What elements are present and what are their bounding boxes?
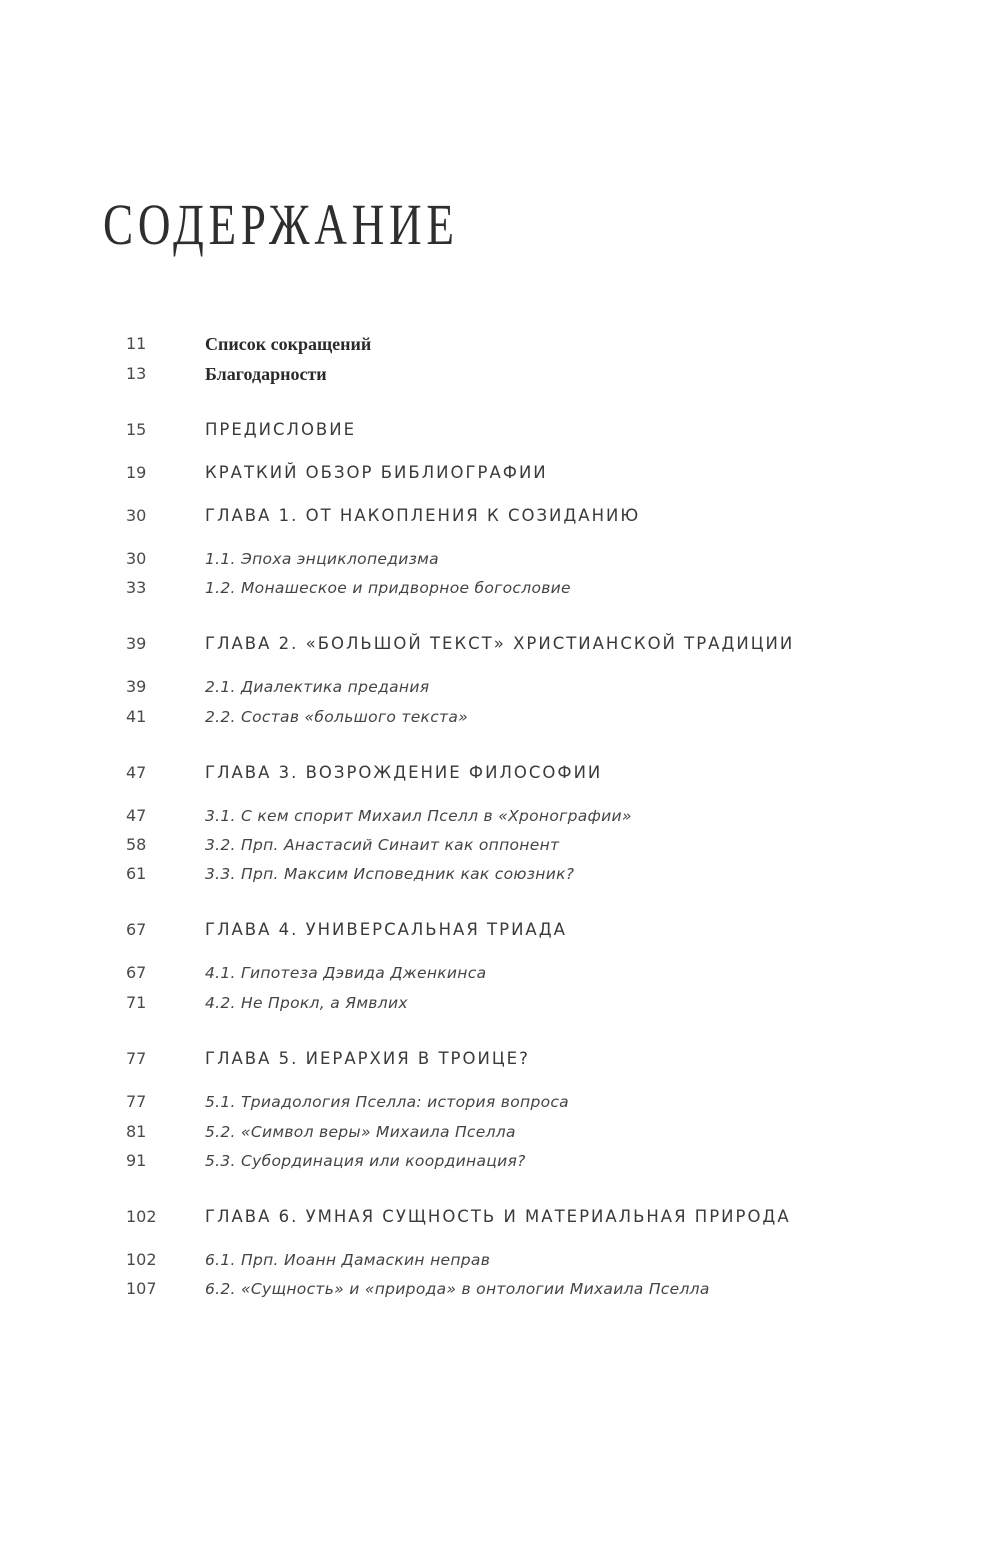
toc-label: Список сокращений bbox=[205, 334, 372, 354]
toc-entry bbox=[0, 917, 1000, 943]
toc-entry bbox=[0, 1119, 1000, 1145]
toc-page-number: 58 bbox=[126, 835, 147, 854]
toc-entry bbox=[0, 861, 1000, 887]
toc-entry bbox=[0, 704, 1000, 730]
toc-entry bbox=[0, 1276, 1000, 1302]
toc-entry bbox=[0, 417, 1000, 443]
toc-entry bbox=[0, 546, 1000, 572]
toc-label: 3.1. С кем спорит Михаил Пселл в «Хронографии» bbox=[205, 807, 632, 825]
toc-page-number: 47 bbox=[126, 806, 147, 825]
toc-page-number: 67 bbox=[126, 963, 147, 982]
toc-entry bbox=[0, 960, 1000, 986]
toc-label: 3.3. Прп. Максим Исповедник как союзник? bbox=[205, 865, 575, 883]
page-title: СОДЕРЖАНИЕ bbox=[103, 192, 459, 257]
toc-page-number: 30 bbox=[126, 549, 147, 568]
toc-label: 4.2. Не Прокл, а Ямвлих bbox=[205, 994, 408, 1012]
toc-page-number: 33 bbox=[126, 578, 147, 597]
toc-label: 4.1. Гипотеза Дэвида Дженкинса bbox=[205, 964, 487, 982]
toc-page-number: 91 bbox=[126, 1151, 147, 1170]
toc-entry bbox=[0, 990, 1000, 1016]
toc-entry bbox=[0, 631, 1000, 657]
toc-label: 6.1. Прп. Иоанн Дамаскин неправ bbox=[205, 1251, 491, 1269]
toc-label: 5.3. Субординация или координация? bbox=[205, 1152, 526, 1170]
toc-label: ГЛАВА 6. УМНАЯ СУЩНОСТЬ И МАТЕРИАЛЬНАЯ ПРИРОДА bbox=[205, 1207, 791, 1226]
toc-page-number: 30 bbox=[126, 506, 147, 525]
toc-page-number: 39 bbox=[126, 634, 147, 653]
toc-label: 5.2. «Символ веры» Михаила Пселла bbox=[205, 1123, 516, 1141]
toc-entry bbox=[0, 1089, 1000, 1115]
toc-page-number: 19 bbox=[126, 463, 147, 482]
toc-entry bbox=[0, 1247, 1000, 1273]
toc-page-number: 77 bbox=[126, 1092, 147, 1111]
toc-label: ГЛАВА 1. ОТ НАКОПЛЕНИЯ К СОЗИДАНИЮ bbox=[205, 506, 641, 525]
toc-label: Благодарности bbox=[205, 364, 327, 384]
toc-page-number: 71 bbox=[126, 993, 147, 1012]
toc-label: ГЛАВА 3. ВОЗРОЖДЕНИЕ ФИЛОСОФИИ bbox=[205, 763, 603, 782]
toc-page-number: 102 bbox=[126, 1250, 157, 1269]
toc-page-number: 67 bbox=[126, 920, 147, 939]
toc-label: 1.2. Монашеское и придворное богословие bbox=[205, 579, 571, 597]
toc-label: 3.2. Прп. Анастасий Синаит как оппонент bbox=[205, 836, 560, 854]
toc-page-number: 39 bbox=[126, 677, 147, 696]
toc-page-number: 11 bbox=[126, 334, 147, 353]
toc-entry bbox=[0, 803, 1000, 829]
toc-label: КРАТКИЙ ОБЗОР БИБЛИОГРАФИИ bbox=[205, 463, 548, 482]
toc-label: ГЛАВА 5. ИЕРАРХИЯ В ТРОИЦЕ? bbox=[205, 1049, 530, 1068]
toc-label: 2.1. Диалектика предания bbox=[205, 678, 430, 696]
toc-page-number: 77 bbox=[126, 1049, 147, 1068]
toc-entry bbox=[0, 760, 1000, 786]
toc-entry bbox=[0, 1204, 1000, 1230]
toc-label: 5.1. Триадология Пселла: история вопроса bbox=[205, 1093, 569, 1111]
toc-page-number: 107 bbox=[126, 1279, 157, 1298]
toc-page-number: 15 bbox=[126, 420, 147, 439]
toc-label: 6.2. «Сущность» и «природа» в онтологии Михаила Пселла bbox=[205, 1280, 710, 1298]
toc-page-number: 47 bbox=[126, 763, 147, 782]
toc-page-number: 61 bbox=[126, 864, 147, 883]
toc-label: ГЛАВА 4. УНИВЕРСАЛЬНАЯ ТРИАДА bbox=[205, 920, 567, 939]
toc-page-number: 41 bbox=[126, 707, 147, 726]
toc-entry bbox=[0, 1046, 1000, 1072]
toc-page-number: 102 bbox=[126, 1207, 157, 1226]
toc-entry bbox=[0, 331, 1000, 357]
toc-label: ГЛАВА 2. «БОЛЬШОЙ ТЕКСТ» ХРИСТИАНСКОЙ ТРАДИЦИИ bbox=[205, 634, 795, 653]
toc-entry bbox=[0, 674, 1000, 700]
toc-page-number: 13 bbox=[126, 364, 147, 383]
toc-entry bbox=[0, 832, 1000, 858]
toc-page-number: 81 bbox=[126, 1122, 147, 1141]
toc-label: 2.2. Состав «большого текста» bbox=[205, 708, 469, 726]
toc-entry bbox=[0, 503, 1000, 529]
toc-entry bbox=[0, 575, 1000, 601]
toc-entry bbox=[0, 361, 1000, 387]
toc-entry bbox=[0, 1148, 1000, 1174]
toc-label: ПРЕДИСЛОВИЕ bbox=[205, 420, 357, 439]
toc-entry bbox=[0, 460, 1000, 486]
toc-label: 1.1. Эпоха энциклопедизма bbox=[205, 550, 439, 568]
